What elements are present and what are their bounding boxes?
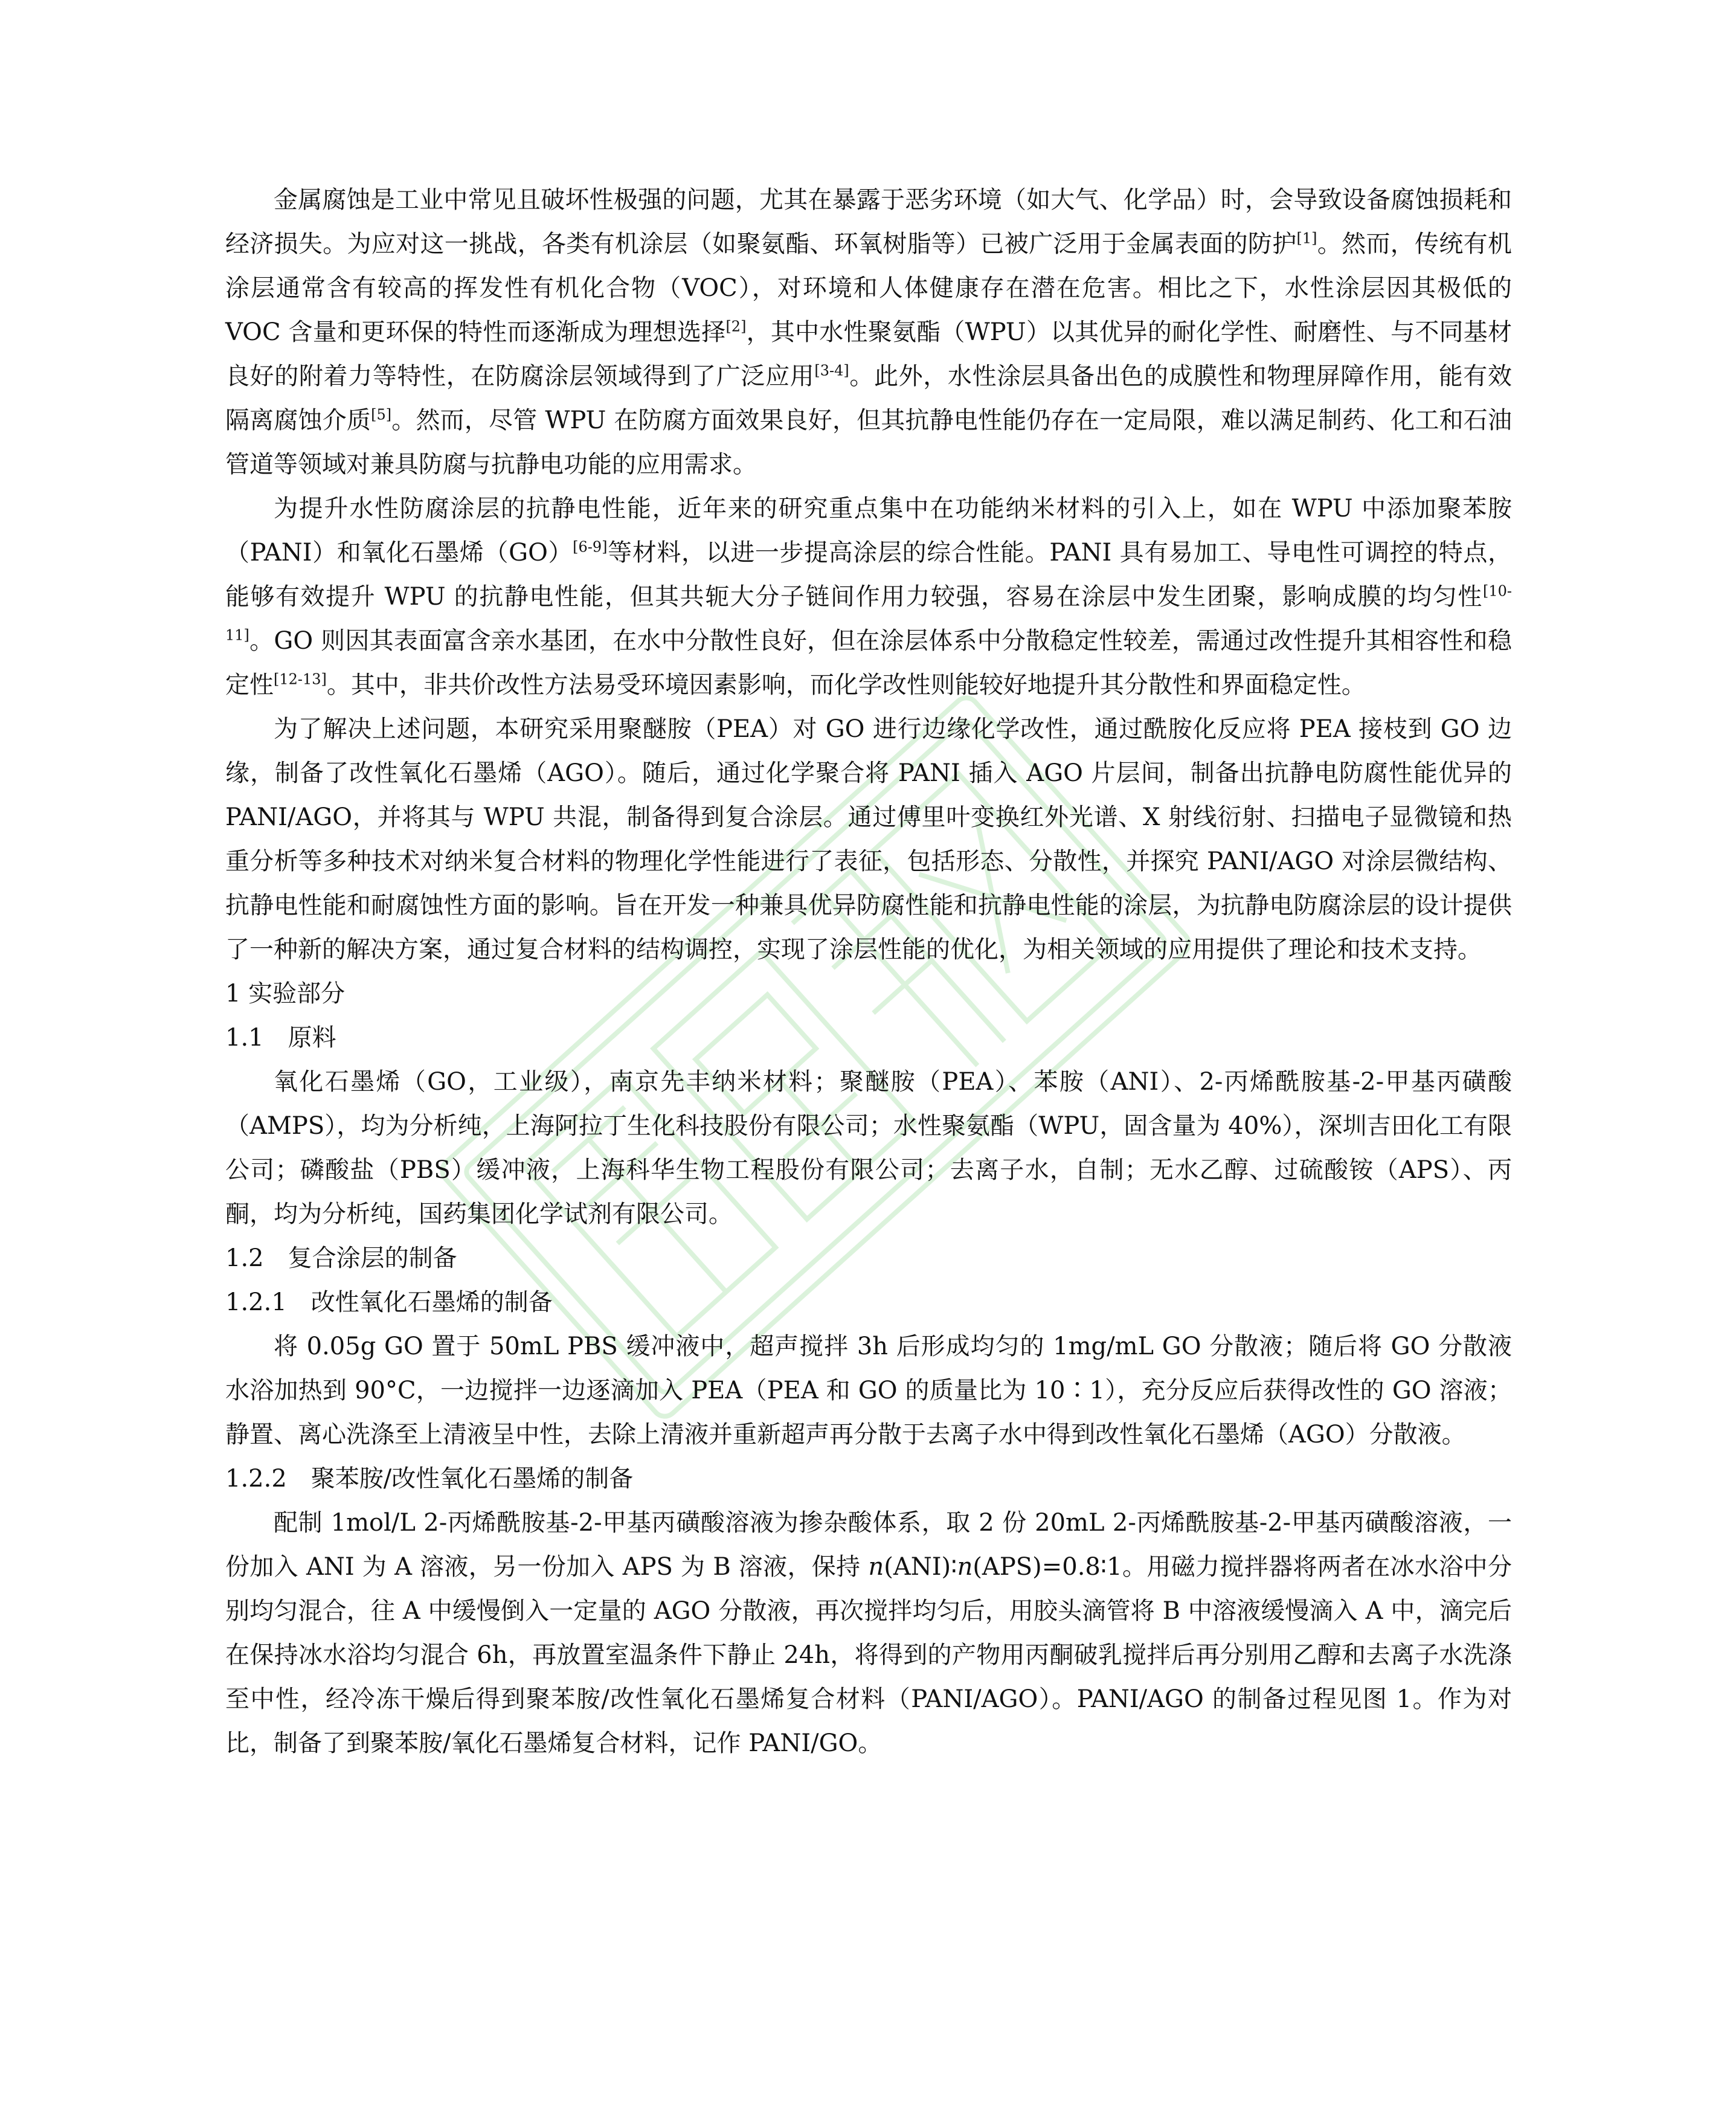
citation-ref: [10-11] — [225, 582, 1512, 644]
text-run: 为提升水性防腐涂层的抗静电性能，近年来的研究重点集中在功能纳米材料的引入上，如在 WPU 中添加聚苯胺（PANI）和氧化石墨烯（GO） — [225, 495, 1512, 567]
subsection-heading-1-1: 1.1 原料 — [225, 1024, 336, 1052]
math-var: n — [868, 1553, 884, 1581]
subsection-heading-1-2-1: 1.2.1 改性氧化石墨烯的制备 — [225, 1288, 553, 1316]
text-run: (APS)=0.8∶1。用磁力搅拌器将两者在冰水浴中分别均匀混合，往 A 中缓慢倒入一定量的 AGO 分散液，再次搅拌均匀后，用胶头滴管将 B 中溶液缓慢滴入 A 中，滴完后在保持冰水浴均匀混合 6h，再放置室温条件下静止 24h，将得到的产物用丙酮破乳搅拌后再分别用乙醇和去离子水洗涤至中性，经冷冻干燥后得到聚苯胺/改性氧化石墨烯复合材料（PANI/AGO）。PANI/AGO 的制备过程见图 1。作为对比，制备了到聚苯胺/氧化石墨烯复合材料，记作 PANI/GO。 — [225, 1553, 1512, 1757]
text-run: ，其中水性聚氨酯（WPU）以其优异的耐化学性、耐磨性、与不同基材良好的附着力等特性，在防腐涂层领域得到了广泛应用 — [225, 318, 1512, 390]
text-run: (ANI)∶ — [884, 1553, 957, 1581]
subsection-heading-1-2: 1.2 复合涂层的制备 — [225, 1244, 457, 1272]
pani-ago-prep-paragraph — [225, 1501, 1512, 1766]
citation-ref: [12-13] — [274, 670, 327, 688]
citation-ref: [1] — [1296, 230, 1317, 247]
text-run: 。GO 则因其表面富含亲水基团，在水中分散性良好，但在涂层体系中分散稳定性较差，需通过改性提升其相容性和稳定性 — [225, 627, 1512, 699]
paper-body — [225, 178, 1512, 1766]
section-heading-1: 1 实验部分 — [225, 980, 346, 1008]
citation-ref: [2] — [725, 318, 747, 335]
intro-paragraph-1 — [225, 178, 1512, 487]
intro-paragraph-2 — [225, 487, 1512, 707]
citation-ref: [5] — [371, 406, 392, 423]
text-run: 。其中，非共价改性方法易受环境因素影响，而化学改性则能较好地提升其分散性和界面稳定性。 — [326, 671, 1366, 699]
text-run: 配制 1mol/L 2-丙烯酰胺基-2-甲基丙磺酸溶液为掺杂酸体系，取 2 份 20mL 2-丙烯酰胺基-2-甲基丙磺酸溶液，一份加入 ANI 为 A 溶液，另一份加入 APS 为 B 溶液，保持 — [225, 1509, 1512, 1581]
intro-paragraph-3: 为了解决上述问题，本研究采用聚醚胺（PEA）对 GO 进行边缘化学改性，通过酰胺化反应将 PEA 接枝到 GO 边缘，制备了改性氧化石墨烯（AGO）。随后，通过化学聚合将 PANI 插入 AGO 片层间，制备出抗静电防腐性能优异的 PANI/AGO，并将其与 WPU 共混，制备得到复合涂层。通过傅里叶变换红外光谱、X 射线衍射、扫描电子显微镜和热重分析等多种技术对纳米复合材料的物理化学性能进行了表征，包括形态、分散性，并探究 PANI/AGO 对涂层微结构、抗静电性能和耐腐蚀性方面的影响。旨在开发一种兼具优异防腐性能和抗静电性能的涂层，为抗静电防腐涂层的设计提供了一种新的解决方案，通过复合材料的结构调控，实现了涂层性能的优化，为相关领域的应用提供了理论和技术支持。 — [225, 715, 1512, 963]
text-run: 。此外，水性涂层具备出色的成膜性和物理屏障作用，能有效隔离腐蚀介质 — [225, 362, 1513, 434]
text-run: 。然而，传统有机涂层通常含有较高的挥发性有机化合物（VOC），对环境和人体健康存在潜在危害。相比之下，水性涂层因其极低的 VOC 含量和更环保的特性而逐渐成为理想选择 — [225, 230, 1513, 346]
text-run: 。然而，尽管 WPU 在防腐方面效果良好，但其抗静电性能仍存在一定局限，难以满足制药、化工和石油管道等领域对兼具防腐与抗静电功能的应用需求。 — [225, 407, 1512, 478]
ago-prep-paragraph: 将 0.05g GO 置于 50mL PBS 缓冲液中，超声搅拌 3h 后形成均匀的 1mg/mL GO 分散液；随后将 GO 分散液水浴加热到 90°C，一边搅拌一边逐滴加入 PEA（PEA 和 GO 的质量比为 10∶1），充分反应后获得改性的 GO 溶液；静置、离心洗涤至上清液呈中性，去除上清液并重新超声再分散于去离子水中得到改性氧化石墨烯（AGO）分散液。 — [225, 1333, 1512, 1449]
text-run: 等材料，以进一步提高涂层的综合性能。PANI 具有易加工、导电性可调控的特点，能够有效提升 WPU 的抗静电性能，但其共轭大分子链间作用力较强，容易在涂层中发生团聚，影响成膜的均匀性 — [225, 539, 1512, 611]
citation-ref: [6-9] — [573, 538, 608, 556]
subsection-heading-1-2-2: 1.2.2 聚苯胺/改性氧化石墨烯的制备 — [225, 1465, 634, 1493]
text-run: 金属腐蚀是工业中常见且破坏性极强的问题，尤其在暴露于恶劣环境（如大气、化学品）时，会导致设备腐蚀损耗和经济损失。为应对这一挑战，各类有机涂层（如聚氨酯、环氧树脂等）已被广泛用于金属表面的防护 — [225, 186, 1512, 258]
citation-ref: [3-4] — [814, 362, 849, 379]
math-var: n — [957, 1553, 973, 1581]
materials-paragraph: 氧化石墨烯（GO，工业级），南京先丰纳米材料；聚醚胺（PEA）、苯胺（ANI）、2-丙烯酰胺基-2-甲基丙磺酸（AMPS），均为分析纯，上海阿拉丁生化科技股份有限公司；水性聚氨酯（WPU，固含量为 40%），深圳吉田化工有限公司；磷酸盐（PBS）缓冲液，上海科华生物工程股份有限公司；去离子水，自制；无水乙醇、过硫酸铵（APS）、丙酮，均为分析纯，国药集团化学试剂有限公司。 — [225, 1068, 1512, 1228]
